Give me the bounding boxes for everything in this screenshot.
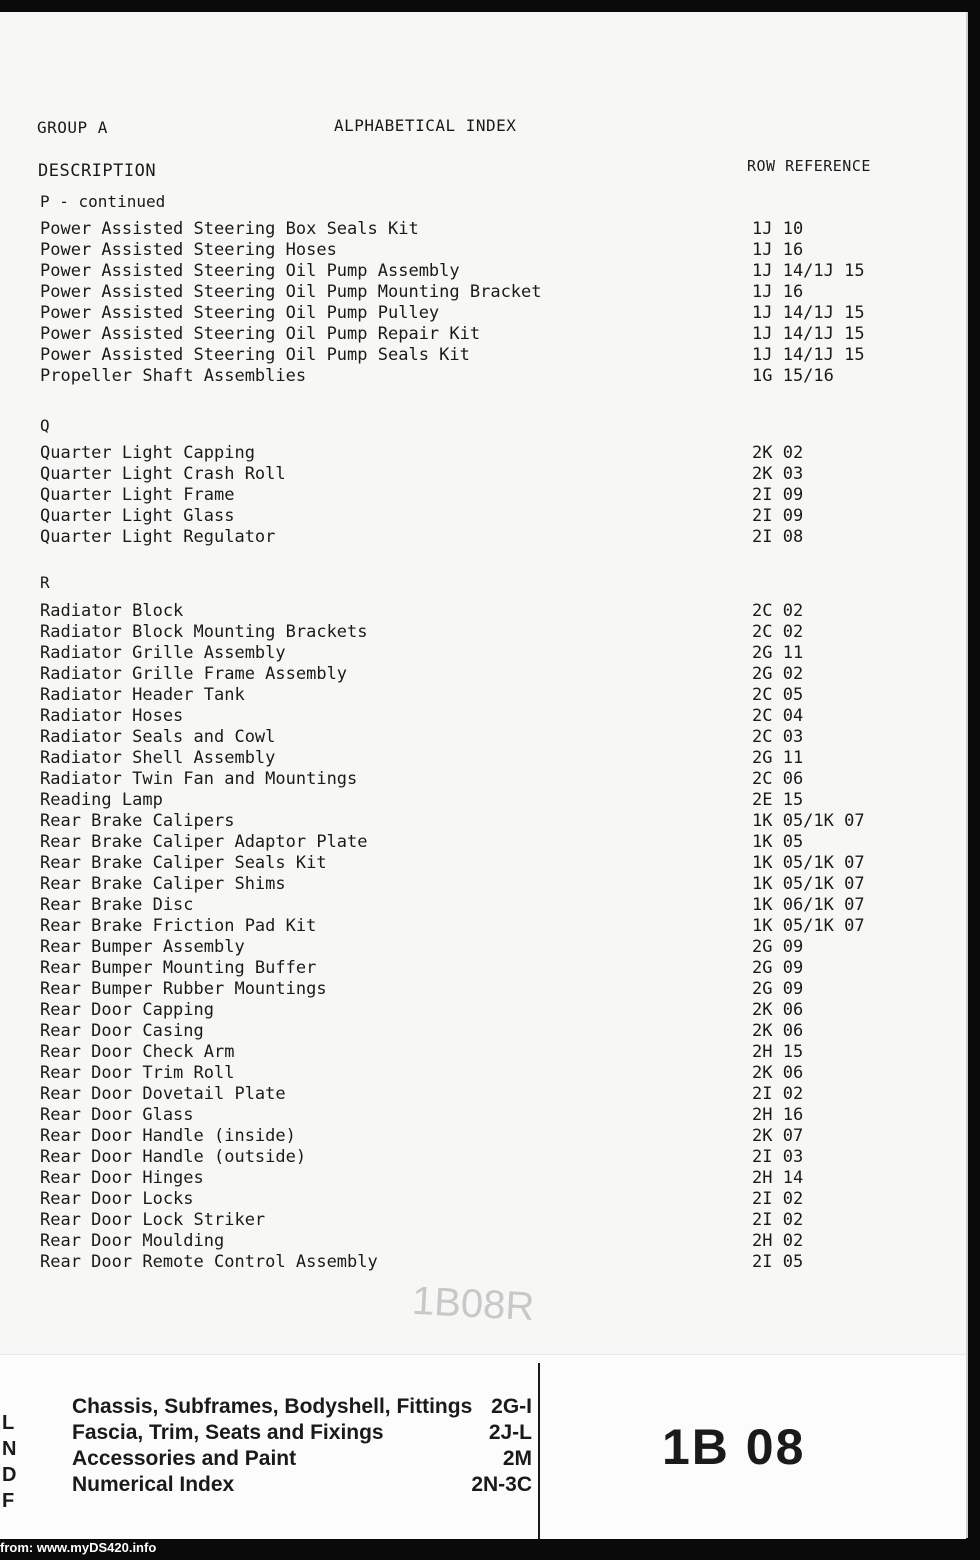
item-reference: 1J 10 (752, 219, 804, 239)
list-item (40, 1231, 940, 1252)
item-description: Rear Bumper Mounting Buffer (40, 958, 317, 978)
item-description: Radiator Header Tank (40, 685, 245, 705)
item-reference: 2H 14 (752, 1168, 804, 1188)
list-item (40, 937, 940, 958)
item-reference: 2G 11 (752, 748, 804, 768)
section-index-row (72, 1395, 532, 1421)
section-index-ref: 2G-I (491, 1395, 532, 1418)
list-item (40, 1042, 940, 1063)
list-item (40, 303, 940, 324)
section-index-row (72, 1447, 532, 1473)
item-description: Rear Door Handle (inside) (40, 1126, 296, 1146)
item-description: Power Assisted Steering Oil Pump Assembly (40, 261, 460, 281)
item-reference: 2K 06 (752, 1021, 804, 1041)
item-description: Quarter Light Glass (40, 506, 235, 526)
item-description: Reading Lamp (40, 790, 163, 810)
item-reference: 1J 16 (752, 240, 804, 260)
item-description: Radiator Grille Assembly (40, 643, 286, 663)
item-reference: 1G 15/16 (752, 366, 834, 386)
item-description: Propeller Shaft Assemblies (40, 366, 307, 386)
item-reference: 2C 03 (752, 727, 804, 747)
list-item (40, 1105, 940, 1126)
item-reference: 1K 05/1K 07 (752, 874, 865, 894)
list-item (40, 958, 940, 979)
item-reference: 2G 11 (752, 643, 804, 663)
side-letter: L (2, 1412, 15, 1434)
item-reference: 2K 06 (752, 1063, 804, 1083)
item-reference: 2E 15 (752, 790, 804, 810)
list-item (40, 832, 940, 853)
item-description: Rear Door Dovetail Plate (40, 1084, 286, 1104)
side-letter: N (2, 1438, 17, 1460)
item-reference: 2I 05 (752, 1252, 804, 1272)
row-reference-column-header: ROW REFERENCE (747, 157, 871, 175)
item-reference: 1J 16 (752, 282, 804, 302)
footer-divider (538, 1363, 540, 1539)
list-item (40, 1168, 940, 1189)
item-reference: 2C 02 (752, 601, 804, 621)
item-reference: 2K 02 (752, 443, 804, 463)
section-index-ref: 2M (502, 1447, 532, 1470)
item-description: Radiator Hoses (40, 706, 184, 726)
list-item (40, 916, 940, 937)
item-description: Power Assisted Steering Hoses (40, 240, 337, 260)
section-index-ref: 2N-3C (471, 1473, 532, 1496)
index-page (0, 12, 968, 1538)
list-item (40, 706, 940, 727)
list-item (40, 1210, 940, 1231)
list-item (40, 366, 940, 387)
item-description: Rear Bumper Assembly (40, 937, 245, 957)
list-item (40, 1126, 940, 1147)
item-description: Power Assisted Steering Oil Pump Pulley (40, 303, 440, 323)
item-reference: 1J 14/1J 15 (752, 345, 865, 365)
list-item (40, 790, 940, 811)
description-column-header: DESCRIPTION (38, 161, 157, 181)
item-reference: 2G 02 (752, 664, 804, 684)
item-description: Radiator Block (40, 601, 184, 621)
item-description: Quarter Light Capping (40, 443, 255, 463)
item-description: Rear Door Lock Striker (40, 1210, 266, 1230)
item-description: Rear Door Handle (outside) (40, 1147, 307, 1167)
section-index-row (72, 1473, 532, 1499)
list-item (40, 282, 940, 303)
section-heading-r: R (40, 573, 50, 592)
item-reference: 2G 09 (752, 958, 804, 978)
item-description: Rear Brake Caliper Seals Kit (40, 853, 327, 873)
item-description: Power Assisted Steering Oil Pump Mounting Bracket (40, 282, 542, 302)
list-item (40, 874, 940, 895)
item-description: Rear Door Casing (40, 1021, 204, 1041)
list-item (40, 895, 940, 916)
list-item (40, 769, 940, 790)
list-item (40, 240, 940, 261)
item-reference: 2K 07 (752, 1126, 804, 1146)
item-reference: 2I 03 (752, 1147, 804, 1167)
section-index-label: Fascia, Trim, Seats and Fixings (72, 1421, 384, 1444)
item-description: Power Assisted Steering Oil Pump Repair Kit (40, 324, 481, 344)
list-item (40, 464, 940, 485)
section-index-label: Chassis, Subframes, Bodyshell, Fittings (72, 1395, 473, 1418)
item-reference: 2C 04 (752, 706, 804, 726)
item-reference: 2I 08 (752, 527, 804, 547)
list-item (40, 622, 940, 643)
item-reference: 2H 16 (752, 1105, 804, 1125)
group-label: GROUP A (37, 118, 108, 137)
item-reference: 2I 09 (752, 506, 804, 526)
fiche-reference: 1B 08 (662, 1419, 806, 1475)
list-item (40, 1000, 940, 1021)
item-description: Quarter Light Frame (40, 485, 235, 505)
item-description: Rear Brake Calipers (40, 811, 235, 831)
item-description: Rear Door Trim Roll (40, 1063, 235, 1083)
item-description: Rear Brake Caliper Adaptor Plate (40, 832, 368, 852)
handwritten-mark: 1B08R (410, 1278, 536, 1330)
list-item (40, 853, 940, 874)
list-item (40, 1147, 940, 1168)
item-description: Rear Brake Disc (40, 895, 194, 915)
item-description: Radiator Seals and Cowl (40, 727, 276, 747)
item-reference: 2K 03 (752, 464, 804, 484)
side-letter: F (2, 1490, 15, 1512)
item-reference: 1J 14/1J 15 (752, 324, 865, 344)
item-description: Rear Brake Caliper Shims (40, 874, 286, 894)
item-reference: 1J 14/1J 15 (752, 261, 865, 281)
section-index-table (72, 1395, 532, 1499)
list-item (40, 979, 940, 1000)
item-description: Rear Door Moulding (40, 1231, 225, 1251)
section-index-ref: 2J-L (488, 1421, 532, 1444)
list-item (40, 1252, 940, 1273)
item-description: Rear Door Glass (40, 1105, 194, 1125)
item-reference: 2I 09 (752, 485, 804, 505)
item-reference: 2H 02 (752, 1231, 804, 1251)
list-item (40, 643, 940, 664)
section-index-label: Accessories and Paint (72, 1447, 297, 1470)
item-reference: 2C 06 (752, 769, 804, 789)
item-description: Quarter Light Crash Roll (40, 464, 286, 484)
item-reference: 2I 02 (752, 1084, 804, 1104)
list-item (40, 601, 940, 622)
item-reference: 2K 06 (752, 1000, 804, 1020)
section-heading-q: Q (40, 416, 50, 435)
item-description: Quarter Light Regulator (40, 527, 276, 547)
fiche-footer (0, 1354, 966, 1539)
section-r-list (40, 601, 940, 1273)
source-credit: from: www.myDS420.info (0, 1540, 157, 1555)
list-item (40, 1021, 940, 1042)
section-p-list (40, 219, 940, 387)
item-description: Rear Door Capping (40, 1000, 214, 1020)
list-item (40, 345, 940, 366)
item-description: Radiator Shell Assembly (40, 748, 276, 768)
section-index-row (72, 1421, 532, 1447)
item-reference: 2G 09 (752, 979, 804, 999)
side-letter: D (2, 1464, 17, 1486)
list-item (40, 324, 940, 345)
list-item (40, 1189, 940, 1210)
item-description: Radiator Block Mounting Brackets (40, 622, 368, 642)
item-description: Rear Door Remote Control Assembly (40, 1252, 378, 1272)
list-item (40, 261, 940, 282)
item-description: Power Assisted Steering Box Seals Kit (40, 219, 419, 239)
list-item (40, 1063, 940, 1084)
item-description: Rear Door Locks (40, 1189, 194, 1209)
item-reference: 2I 02 (752, 1189, 804, 1209)
list-item (40, 506, 940, 527)
section-q-list (40, 443, 940, 548)
item-description: Rear Door Hinges (40, 1168, 204, 1188)
item-description: Rear Bumper Rubber Mountings (40, 979, 327, 999)
list-item (40, 664, 940, 685)
item-reference: 1K 06/1K 07 (752, 895, 865, 915)
item-reference: 1K 05/1K 07 (752, 811, 865, 831)
page-title: ALPHABETICAL INDEX (334, 116, 517, 135)
list-item (40, 748, 940, 769)
list-item (40, 1084, 940, 1105)
item-description: Rear Brake Friction Pad Kit (40, 916, 317, 936)
item-description: Rear Door Check Arm (40, 1042, 235, 1062)
side-letters (2, 1410, 16, 1514)
list-item (40, 443, 940, 464)
section-index-label: Numerical Index (72, 1473, 235, 1496)
item-reference: 1K 05/1K 07 (752, 916, 865, 936)
item-reference: 1K 05/1K 07 (752, 853, 865, 873)
item-reference: 1J 14/1J 15 (752, 303, 865, 323)
list-item (40, 219, 940, 240)
item-description: Radiator Grille Frame Assembly (40, 664, 348, 684)
item-reference: 2H 15 (752, 1042, 804, 1062)
item-description: Power Assisted Steering Oil Pump Seals Kit (40, 345, 470, 365)
item-reference: 2C 05 (752, 685, 804, 705)
item-reference: 2G 09 (752, 937, 804, 957)
item-reference: 2I 02 (752, 1210, 804, 1230)
list-item (40, 527, 940, 548)
item-reference: 2C 02 (752, 622, 804, 642)
list-item (40, 811, 940, 832)
item-description: Radiator Twin Fan and Mountings (40, 769, 358, 789)
list-item (40, 685, 940, 706)
list-item (40, 727, 940, 748)
item-reference: 1K 05 (752, 832, 804, 852)
list-item (40, 485, 940, 506)
section-heading-p: P - continued (40, 192, 166, 211)
